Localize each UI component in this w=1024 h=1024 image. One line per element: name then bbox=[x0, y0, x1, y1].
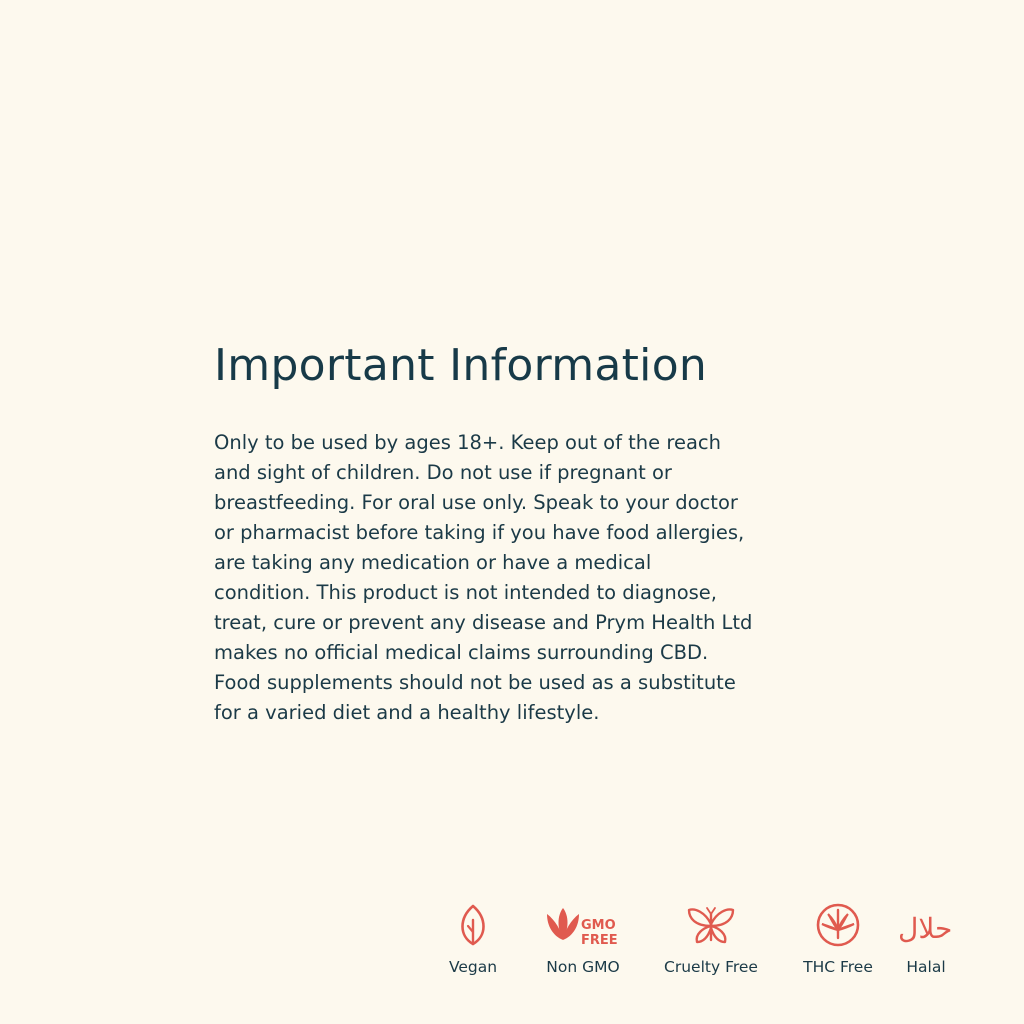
badge-cruelty-free bbox=[651, 900, 771, 990]
butterfly-icon bbox=[687, 902, 735, 948]
gmo-icon-text: GMO bbox=[581, 918, 616, 933]
paragraph-line: breastfeeding. For oral use only. Speak to your doctor bbox=[214, 491, 738, 514]
halal-icon bbox=[894, 902, 958, 948]
paragraph-line: for a varied diet and a healthy lifestyle. bbox=[214, 701, 600, 724]
paragraph-line: condition. This product is not intended to diagnose, bbox=[214, 581, 717, 604]
badge-label: Vegan bbox=[448, 958, 498, 976]
free-icon-text: FREE bbox=[581, 933, 618, 948]
paragraph-line: makes no official medical claims surrounding CBD. bbox=[214, 641, 709, 664]
page-title: Important Information bbox=[214, 340, 708, 391]
badge-halal bbox=[866, 900, 986, 990]
paragraph-line: and sight of children. Do not use if pregnant or bbox=[214, 461, 672, 484]
paragraph-line: Food supplements should not be used as a substitute bbox=[214, 671, 736, 694]
badge-label: Halal bbox=[906, 958, 946, 976]
gmo-free-icon bbox=[543, 902, 627, 948]
paragraph-line: or pharmacist before taking if you have food allergies, bbox=[214, 521, 745, 544]
halal-icon-text: حلال bbox=[898, 912, 953, 945]
paragraph-line: are taking any medication or have a medical bbox=[214, 551, 652, 574]
cannabis-leaf-circle-icon bbox=[816, 902, 860, 948]
badge-label: Cruelty Free bbox=[664, 958, 758, 976]
paragraph-line: treat, cure or prevent any disease and Prym Health Ltd bbox=[214, 611, 753, 634]
paragraph-line: Only to be used by ages 18+. Keep out of the reach bbox=[214, 431, 721, 454]
badge-non-gmo bbox=[523, 900, 643, 990]
badge-vegan bbox=[413, 900, 533, 990]
leaf-icon bbox=[451, 902, 495, 948]
badge-label: Non GMO bbox=[546, 958, 620, 976]
badge-label: THC Free bbox=[803, 958, 873, 976]
